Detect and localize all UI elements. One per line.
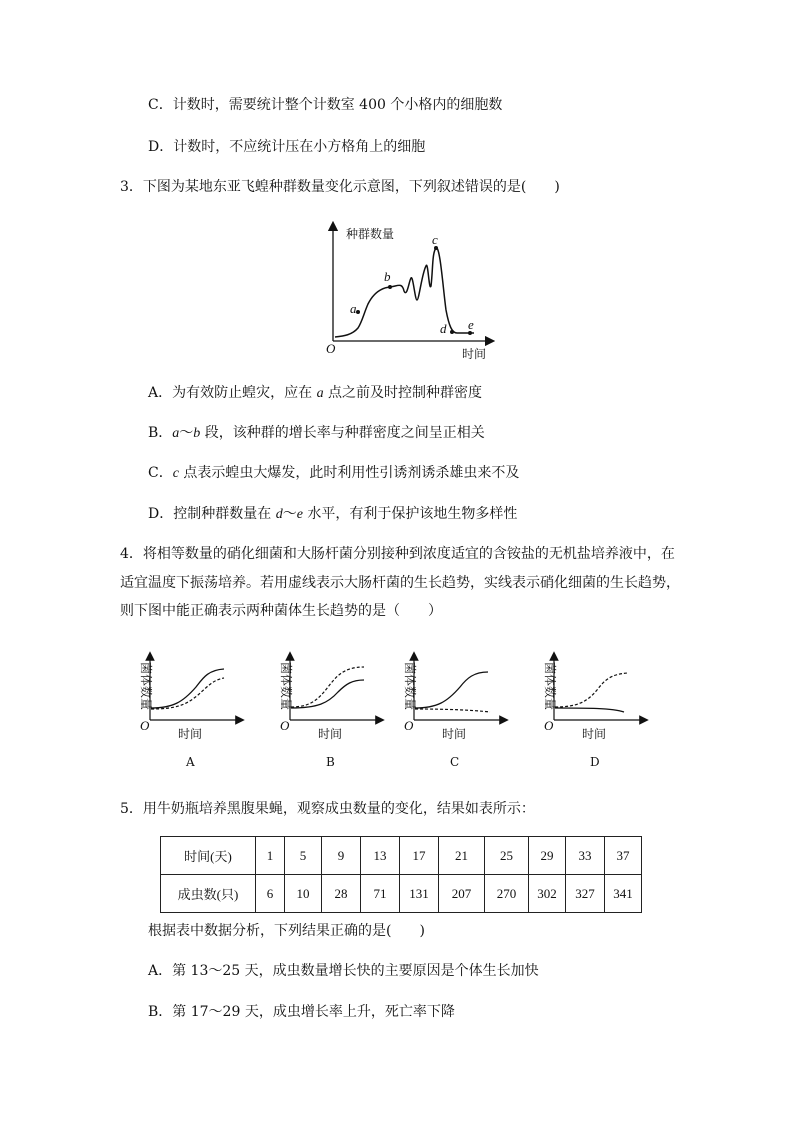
table-cell: 5 (285, 837, 322, 875)
q3-y-label: 种群数量 (346, 227, 395, 241)
table-header-count: 成虫数(只) (161, 875, 256, 913)
label-c: c (432, 232, 438, 247)
graph-a-xlabel: 时间 (178, 727, 203, 741)
population-curve (335, 248, 474, 337)
q5-after-table: 根据表中数据分析，下列结果正确的是( ) (148, 923, 425, 939)
table-row (161, 875, 642, 913)
table-cell: 10 (285, 875, 322, 913)
point-a (356, 310, 360, 314)
graph-b-label: B (326, 755, 335, 769)
table-cell: 28 (322, 875, 361, 913)
label-e: e (468, 317, 474, 332)
point-d (450, 330, 454, 334)
table-cell: 21 (439, 837, 485, 875)
graph-b-solid (291, 680, 364, 708)
graph-d-solid (555, 708, 624, 712)
graph-c-xlabel: 时间 (442, 727, 467, 741)
graph-d-xlabel: 时间 (582, 727, 607, 741)
table-cell: 327 (566, 875, 605, 913)
q3-option-b: B．a～b 段，该种群的增长率与种群密度之间呈正相关 (148, 425, 485, 441)
graph-d-origin: O (544, 718, 554, 733)
table-cell: 207 (439, 875, 485, 913)
table-cell: 6 (256, 875, 285, 913)
q4-stem-line3: 则下图中能正确表示两种菌体生长趋势的是（ ） (120, 603, 442, 619)
q5-stem: 5．用牛奶瓶培养黑腹果蝇，观察成虫数量的变化，结果如表所示： (120, 801, 535, 817)
q5-option-a: A．第 13～25 天，成虫数量增长快的主要原因是个体生长加快 (148, 963, 539, 979)
table-cell: 302 (529, 875, 566, 913)
table-header-time: 时间(天) (161, 837, 256, 875)
q3-option-d: D．控制种群数量在 d～e 水平，有利于保护该地生物多样性 (148, 506, 518, 522)
label-a: a (350, 301, 357, 316)
label-d: d (440, 321, 447, 336)
graph-c-ylabel: 菌体数量 (403, 662, 417, 711)
graph-b-ylabel: 菌体数量 (279, 662, 293, 711)
table-cell: 71 (361, 875, 400, 913)
graph-a-ylabel: 菌体数量 (139, 662, 153, 711)
q3-x-label: 时间 (462, 347, 487, 361)
table-cell: 37 (605, 837, 642, 875)
q4-graph-d (532, 650, 652, 775)
table-cell: 341 (605, 875, 642, 913)
graph-c-label: C (450, 755, 460, 769)
graph-b-origin: O (280, 718, 290, 733)
q3-population-figure (318, 218, 498, 366)
q3-origin: O (326, 341, 336, 356)
q5-option-b: B．第 17～29 天，成虫增长率上升，死亡率下降 (148, 1004, 455, 1020)
graph-c-solid (415, 672, 488, 708)
graph-c-dashed (415, 709, 490, 712)
table-cell: 131 (400, 875, 439, 913)
q3-stem: 3．下图为某地东亚飞蝗种群数量变化示意图，下列叙述错误的是( ) (120, 179, 560, 195)
q2-option-d: D．计数时，不应统计压在小方格角上的细胞 (148, 139, 426, 155)
table-cell: 17 (400, 837, 439, 875)
q4-graph-c (392, 650, 512, 775)
label-b: b (384, 269, 391, 284)
q3-option-c: C．c 点表示蝗虫大爆发，此时利用性引诱剂诱杀雄虫来不及 (148, 465, 520, 481)
q5-data-table (160, 836, 642, 913)
graph-d-dashed (555, 673, 628, 707)
table-cell: 270 (485, 875, 529, 913)
q4-stem-line1: 4．将相等数量的硝化细菌和大肠杆菌分别接种到浓度适宜的含铵盐的无机盐培养液中，在 (120, 546, 675, 562)
q4-graph-a (128, 650, 248, 775)
graph-d-label: D (590, 755, 600, 769)
point-b (388, 285, 392, 289)
table-cell: 33 (566, 837, 605, 875)
q2-option-c: C．计数时，需要统计整个计数室 400 个小格内的细胞数 (148, 97, 503, 113)
q4-stem-line2: 适宜温度下振荡培养。若用虚线表示大肠杆菌的生长趋势，实线表示硝化细菌的生长趋势， (120, 575, 680, 591)
table-cell: 13 (361, 837, 400, 875)
q3-option-a: A．为有效防止蝗灾，应在 a 点之前及时控制种群密度 (148, 385, 483, 401)
q4-graph-b (268, 650, 388, 775)
table-cell: 29 (529, 837, 566, 875)
graph-a-dashed (151, 678, 224, 709)
graph-a-origin: O (140, 718, 150, 733)
table-row (161, 837, 642, 875)
graph-b-xlabel: 时间 (318, 727, 343, 741)
graph-a-label: A (186, 755, 195, 769)
table-cell: 25 (485, 837, 529, 875)
table-cell: 9 (322, 837, 361, 875)
graph-d-ylabel: 菌体数量 (543, 662, 557, 711)
table-cell: 1 (256, 837, 285, 875)
graph-c-origin: O (404, 718, 414, 733)
